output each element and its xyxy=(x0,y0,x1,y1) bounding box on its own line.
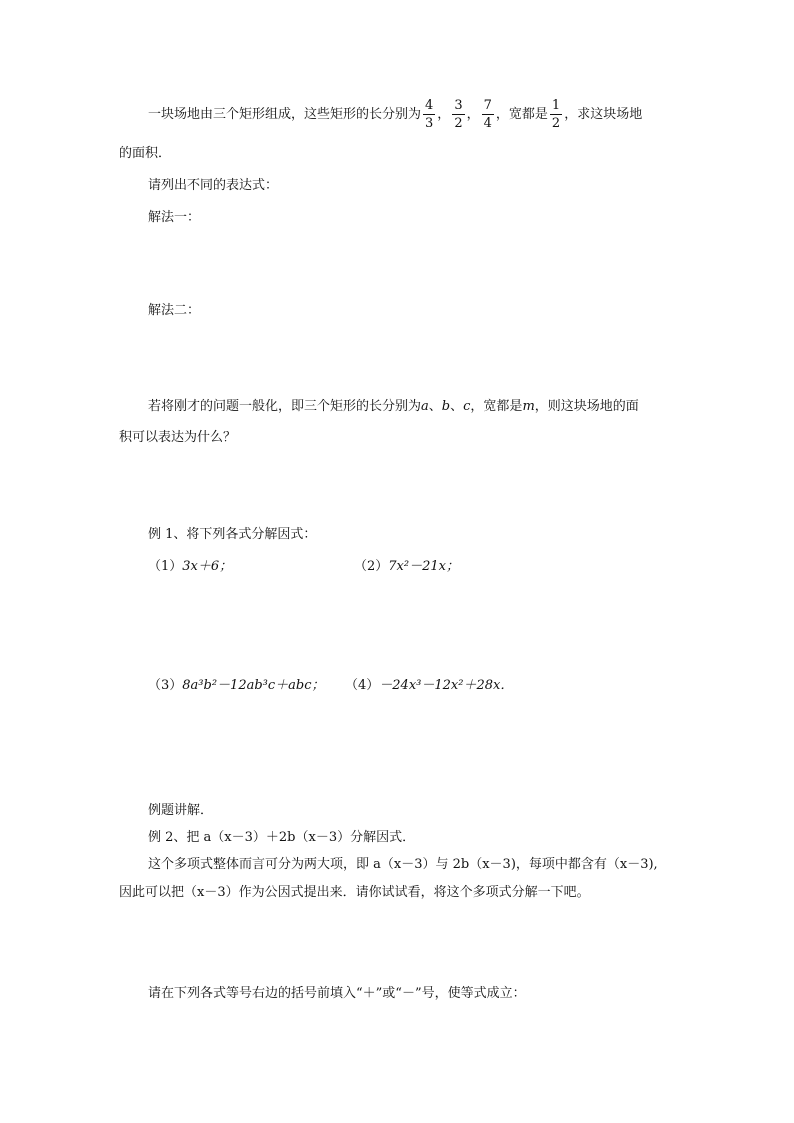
var-c: c xyxy=(463,399,471,414)
generalize-line2: 积可以表达为什么？ xyxy=(119,430,237,445)
fraction-7-4: $\frac{7}{4}$ xyxy=(483,98,492,131)
method1-label: 解法一： xyxy=(148,210,201,225)
fraction-4-3: $\frac{4}{3}$ xyxy=(425,98,434,131)
example1-title: 例 1、将下列各式分解因式： xyxy=(148,527,317,542)
example2-para-line1: 这个多项式整体而言可分为两大项，即 a（x－3）与 2b（x－3)，每项中都含有（x－3), xyxy=(148,857,658,872)
fraction-1-2: $\frac{1}{2}$ xyxy=(551,98,561,131)
prompt-expressions: 请列出不同的表达式： xyxy=(148,178,279,193)
generalize-line1: 若将刚才的问题一般化，即三个矩形的长分别为a、b、c，宽都是m，则这块场地的面 xyxy=(148,399,639,414)
var-b: b xyxy=(441,399,451,414)
problem1-prefix: 一块场地由三个矩形组成，这些矩形的长分别为 xyxy=(148,107,422,122)
method2-label: 解法二： xyxy=(148,303,201,318)
example1-item-3: （3）8a³b²－12ab³c＋abc； xyxy=(148,678,325,693)
problem1-line2: 的面积． xyxy=(119,146,172,161)
fill-signs-instruction: 请在下列各式等号右边的括号前填入“＋”或“－”号，使等式成立： xyxy=(148,986,526,1001)
explain-title: 例题讲解． xyxy=(148,803,214,818)
example1-item-1: （1）3x＋6； xyxy=(148,559,233,574)
fraction-3-2: $\frac{3}{2}$ xyxy=(454,98,463,131)
example2-title: 例 2、把 a（x－3）＋2b（x－3）分解因式． xyxy=(148,830,416,845)
example2-para-line2: 因此可以把（x－3）作为公因式提出来．请你试试看，将这个多项式分解一下吧。 xyxy=(119,885,590,900)
var-a: a xyxy=(421,399,429,414)
example1-item-4: （4）－24x³－12x²＋28x． xyxy=(345,678,514,693)
var-m: m xyxy=(522,399,535,414)
example1-item-2: （2）7x²－21x； xyxy=(354,559,459,574)
problem1-line1: 一块场地由三个矩形组成，这些矩形的长分别为 $\frac{4}{3}$ ， $\frac{3}{2}$ ， $\frac{7}{4}$ ，宽都是 $\frac{1}{2}$ ，求这块场地 xyxy=(148,98,643,131)
